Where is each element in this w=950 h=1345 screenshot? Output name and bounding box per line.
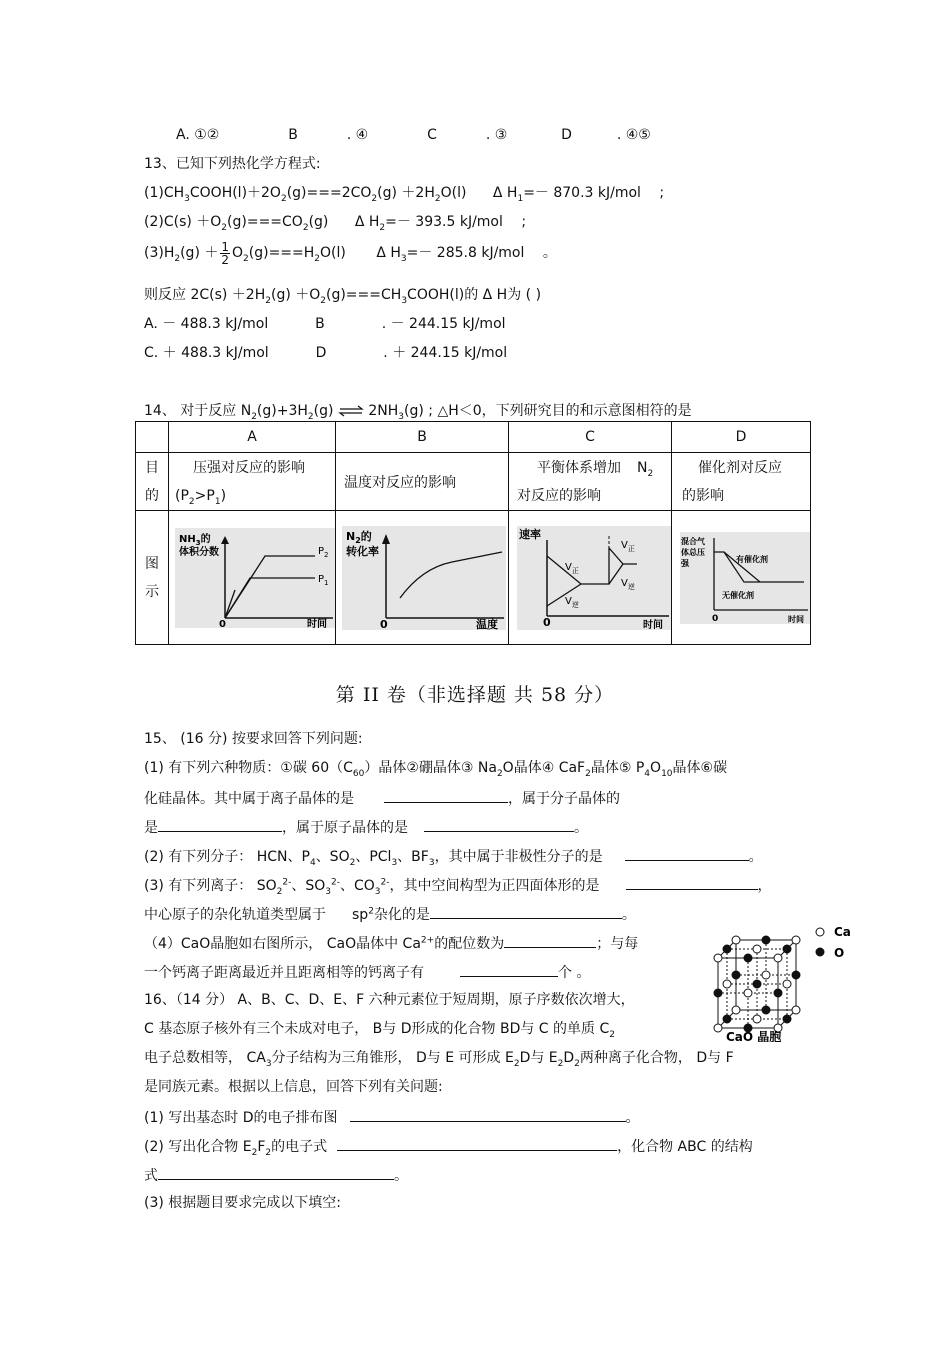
q16-line2: C 基态原子核外有三个未成对电子， B与 D形成的化合物 BD与 C 的单质 $C_2$	[144, 1021, 615, 1040]
chart-d-label-catalyst: 有催化剂	[736, 554, 768, 564]
q16-part2-line2: 式 。	[144, 1165, 408, 1185]
q14-header-b: B	[336, 422, 509, 453]
q12-option-d-label: D	[561, 127, 572, 143]
q12-options	[176, 126, 651, 144]
chart-d-ylabel3: 强	[681, 558, 689, 568]
q13-option-a: A. － 488.3 kJ/mol	[144, 316, 269, 332]
q14-table	[135, 421, 811, 645]
q15-blank-ionic[interactable]	[384, 788, 508, 803]
q16-part1: (1) 写出基态时 D的电子排布图 。	[144, 1107, 640, 1127]
legend-o-label: O	[834, 946, 845, 960]
q13-eq1: $(1)CH_3COOH(l)+2O_2(g)===2CO_2(g) +2H_2O(l)$ Δ $H_1=- 870.3$ kJ/mol ;	[144, 185, 665, 204]
q14-purpose-c: 平衡体系增加 $N_2$ 对反应的影响	[509, 453, 672, 511]
q15-blank-neighbors[interactable]	[460, 962, 558, 977]
legend-o-icon	[816, 948, 824, 956]
q15-blank-coordination[interactable]	[504, 933, 596, 948]
q15-part1-line3: 是 ，属于原子晶体的是 。	[144, 817, 588, 837]
q15-blank-nonpolar[interactable]	[625, 846, 749, 861]
legend-ca-icon	[816, 928, 824, 936]
q13-options-ab	[144, 315, 506, 333]
q13-option-d-label: D	[315, 345, 327, 361]
chart-b-origin: 0	[380, 617, 388, 630]
q13-question: 则反应 $2C(s) +2H_2(g)$ $+O_2(g)===CH_3COOH(l)$的 Δ H为 ( )	[144, 287, 542, 306]
q16-line4: 是同族元素。根据以上信息，回答下列有关问题:	[144, 1079, 443, 1095]
q16-stem: 16、（14 分） A、B、C、D、E、F 六种元素位于短周期，原子序数依次增大，	[144, 992, 635, 1008]
chart-c-label-v-forward1: $V_正$	[565, 561, 579, 575]
q15-part1-line2: 化硅晶体。其中属于离子晶体的是 ，属于分子晶体的	[144, 788, 620, 808]
chart-a-ylabel2: 体积分数	[179, 546, 219, 558]
q15-part3-line1: (3) 有下列离子： $SO_2^{2-}$、$SO_3^{2-}$、$CO_3^{2-}$，其中空间构型为正四面体形的是 ，	[144, 875, 772, 895]
q15-blank-molecular[interactable]	[158, 817, 282, 832]
equilibrium-arrow-icon	[338, 405, 364, 417]
q13-option-b-label: B	[315, 316, 325, 332]
chart-d-ylabel1: 混合气	[681, 536, 705, 546]
q15-blank-tetrahedral[interactable]	[626, 875, 758, 890]
chart-d-label-nocatalyst: 无催化剂	[722, 590, 754, 600]
chart-c-label-v-reverse2: $V_逆$	[621, 577, 635, 591]
q14-header-a: A	[169, 422, 336, 453]
q15-part1-line1: (1) 有下列六种物质：①碳 $60(C_{60})$晶体②硼晶体③ $Na_2O$晶体④ CaF$_2$晶体⑤ $P_4O_{10}$晶体⑥碳	[144, 760, 728, 779]
chart-b-y-arrow	[382, 534, 390, 544]
q14-purpose-b: 温度对反应的影响	[336, 453, 509, 511]
q13-option-d: . ＋ 244.15 kJ/mol	[383, 345, 508, 361]
chart-a-ylabel1: $NH_3$的	[179, 533, 211, 547]
chart-b-curve	[400, 552, 502, 598]
q14-stem: 14、 对于反应 $N_2(g)+3H_2(g)$ $2NH_3(g)$ ; △H＜0，下列研究目的和示意图相符的是	[144, 403, 692, 422]
q14-row-purpose-label: 目 的	[136, 453, 169, 511]
q14-header-d: D	[672, 422, 811, 453]
q14-row-diagram-label: 图 示	[136, 511, 169, 645]
q12-option-c: . ③	[485, 127, 508, 143]
q16-blank-orbital[interactable]	[350, 1107, 626, 1122]
q16-blank-structural[interactable]	[158, 1165, 394, 1180]
q12-option-a: A. ①②	[176, 127, 220, 143]
q13-option-b: . － 244.15 kJ/mol	[381, 316, 506, 332]
q12-option-b: . ④	[346, 127, 369, 143]
q12-option-c-label: C	[427, 127, 437, 143]
chart-a-pressure	[175, 528, 335, 628]
legend-ca-label: Ca	[834, 925, 851, 939]
chart-b-ylabel2: 转化率	[346, 544, 379, 558]
cao-cell-atoms	[714, 936, 800, 1032]
chart-c-curve-reverse	[547, 561, 623, 606]
q14-cell-chart-d	[672, 511, 811, 645]
q13-eq2: $(2)C(s) +O_2(g)===CO_2(g)$ Δ $H_2=- 393.5$ kJ/mol ;	[144, 214, 527, 233]
chart-a-curve-p2	[225, 556, 315, 618]
q15-part2: (2) 有下列分子： HCN、$P_4$、$SO_2$、PCl$_3$、$BF_3$，其中属于非极性分子的是 。	[144, 846, 763, 866]
cao-unit-cell-diagram	[708, 914, 858, 1042]
q13-stem: 13、已知下列热化学方程式:	[144, 156, 321, 172]
chart-d-origin: 0	[712, 613, 719, 624]
q16-part2-line1: (2) 写出化合物 $E_2F_2$的电子式 ，化合物 ABC 的结构	[144, 1136, 753, 1156]
q14-cell-chart-a	[169, 511, 336, 645]
chart-c-rate	[517, 526, 671, 630]
q14-cell-chart-b	[336, 511, 509, 645]
chart-c-xlabel: 时间	[643, 619, 663, 630]
chart-d-ylabel2: 体总压	[681, 547, 705, 557]
q13-option-c: C. ＋ 488.3 kJ/mol	[144, 345, 269, 361]
section2-title: 第 II 卷（非选择题 共 58 分）	[335, 684, 615, 706]
q16-part3: (3) 根据题目要求完成以下填空:	[144, 1195, 341, 1211]
q14-purpose-a: 压强对反应的影响 $(P_2>P_1)$	[169, 453, 336, 511]
cao-cell-caption: CaO 晶胞	[726, 1030, 782, 1042]
q12-option-d: . ④⑤	[616, 127, 651, 143]
chart-c-ylabel: 速率	[519, 527, 541, 541]
chart-b-xlabel: 温度	[476, 617, 498, 630]
chart-c-label-v-forward2: $V_正$	[621, 539, 635, 553]
chart-a-xlabel: 时间	[307, 618, 327, 628]
q16-blank-electron-formula[interactable]	[337, 1136, 617, 1151]
chart-c-label-v-reverse1: $V_逆$	[565, 595, 579, 609]
chart-a-label-p1: $P_1$	[318, 573, 329, 587]
chart-c-origin: 0	[543, 615, 551, 629]
q15-stem: 15、 (16 分) 按要求回答下列问题:	[144, 731, 363, 747]
q15-blank-atomic[interactable]	[424, 817, 574, 832]
q14-cell-chart-c	[509, 511, 672, 645]
chart-a-y-arrow	[221, 536, 229, 544]
q13-eq3: $(3)H_2(g)$ ＋ $\frac{1}{2}$ $O_2(g)===H_2O(l)$ Δ $H_3=- 285.8$ kJ/mol 。	[144, 239, 557, 267]
fraction-half: $\frac{1}{2}$	[221, 239, 229, 267]
q14-header-c: C	[509, 422, 672, 453]
chart-b-ylabel1: $N_2$的	[346, 529, 372, 545]
chart-d-catalyst	[680, 532, 810, 624]
q15-blank-sp2[interactable]	[430, 904, 622, 919]
q14-purpose-d: 催化剂对反应 的影响	[672, 453, 811, 511]
q13-options-cd	[144, 344, 507, 362]
chart-a-origin: 0	[219, 618, 226, 628]
q12-option-b-label: B	[288, 127, 298, 143]
chart-a-label-p2: $P_2$	[318, 545, 329, 559]
chart-b-temperature	[342, 526, 506, 630]
chart-d-xlabel: 时间	[788, 614, 804, 624]
q15-part3-line2: 中心原子的杂化轨道类型属于 $sp^2$杂化的是 。	[144, 904, 636, 924]
q15-part4-line1: （4）CaO晶胞如右图所示， CaO晶体中 $Ca^{2+}$的配位数为 ；与每	[144, 933, 638, 953]
q16-line3: 电子总数相等， $CA_3$分子结构为三角锥形， D与 E 可形成 $E_2D$与 $E_2D_2$两种离子化合物， D与 F	[144, 1050, 734, 1069]
q15-part4-line2: 一个钙离子距离最近并且距离相等的钙离子有 个 。	[144, 962, 590, 982]
